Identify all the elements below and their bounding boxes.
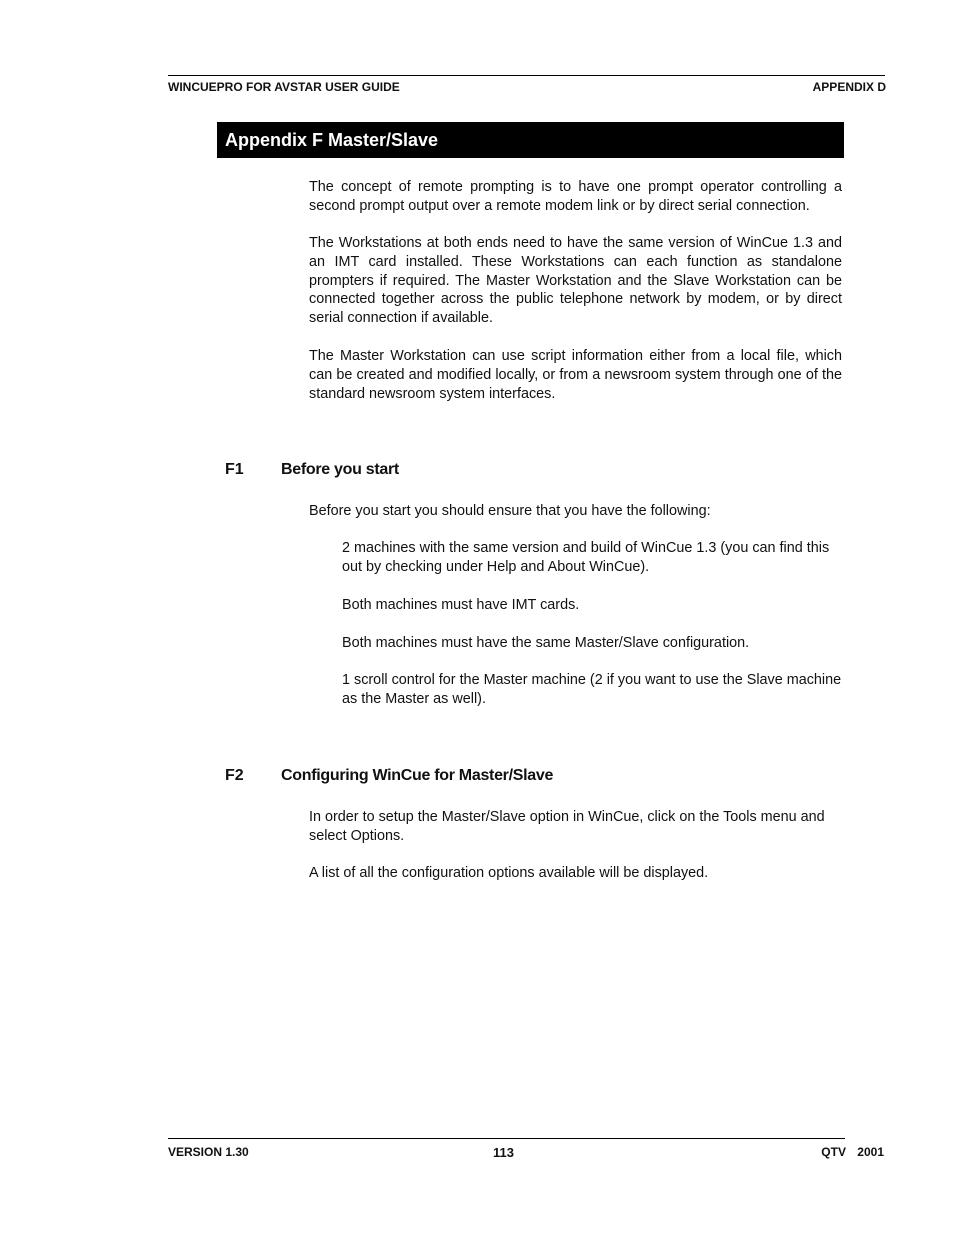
f1-list-item: Both machines must have IMT cards.: [342, 597, 580, 613]
f2-paragraph-2: A list of all the configuration options available will be displayed.: [309, 865, 709, 881]
footer-rule: [168, 1138, 845, 1139]
f1-list-item: 1 scroll control for the Master machine (2 if you want to use the Slave machine as the Master as well).: [342, 672, 842, 707]
section-title-f2: Configuring WinCue for Master/Slave: [281, 767, 554, 784]
running-header-appendix: APPENDIX D: [812, 80, 886, 94]
intro-paragraph-1: The concept of remote prompting is to have one prompt operator controlling a second prompt output over a remote modem link or by direct serial connection.: [309, 179, 842, 214]
footer-copyright: QTV 2001: [821, 1145, 884, 1159]
header-rule: [168, 75, 885, 76]
section-title-f1: Before you start: [281, 461, 399, 478]
f1-lead-text: Before you start you should ensure that you have the following:: [309, 503, 711, 519]
intro-paragraph-3: The Master Workstation can use script information either from a local file, which can be created and modified locally, or from a newsroom system through one of the standard newsroom system interfaces.: [309, 348, 842, 402]
section-number-f2: F2: [225, 767, 244, 784]
f2-paragraph-1: In order to setup the Master/Slave option in WinCue, click on the Tools menu and select Options.: [309, 809, 825, 844]
footer-version: VERSION 1.30: [168, 1145, 249, 1159]
page-number: 113: [493, 1145, 514, 1160]
f1-list-item: 2 machines with the same version and build of WinCue 1.3 (you can find this out by checking under Help and About WinCue).: [342, 540, 830, 575]
running-header-title: WINCUEPRO FOR AVSTAR USER GUIDE: [168, 80, 400, 94]
intro-paragraph-2: The Workstations at both ends need to have the same version of WinCue 1.3 and an IMT card installed. These Workstations can each function as standalone prompters if required. The Master Workstation and the Slave Workstation can be connected together across the public telephone network by modem, or by direct serial connection if available.: [309, 235, 842, 327]
appendix-title: Appendix F Master/Slave: [217, 122, 844, 158]
f1-list-item: Both machines must have the same Master/Slave configuration.: [342, 635, 750, 651]
section-number-f1: F1: [225, 461, 244, 478]
